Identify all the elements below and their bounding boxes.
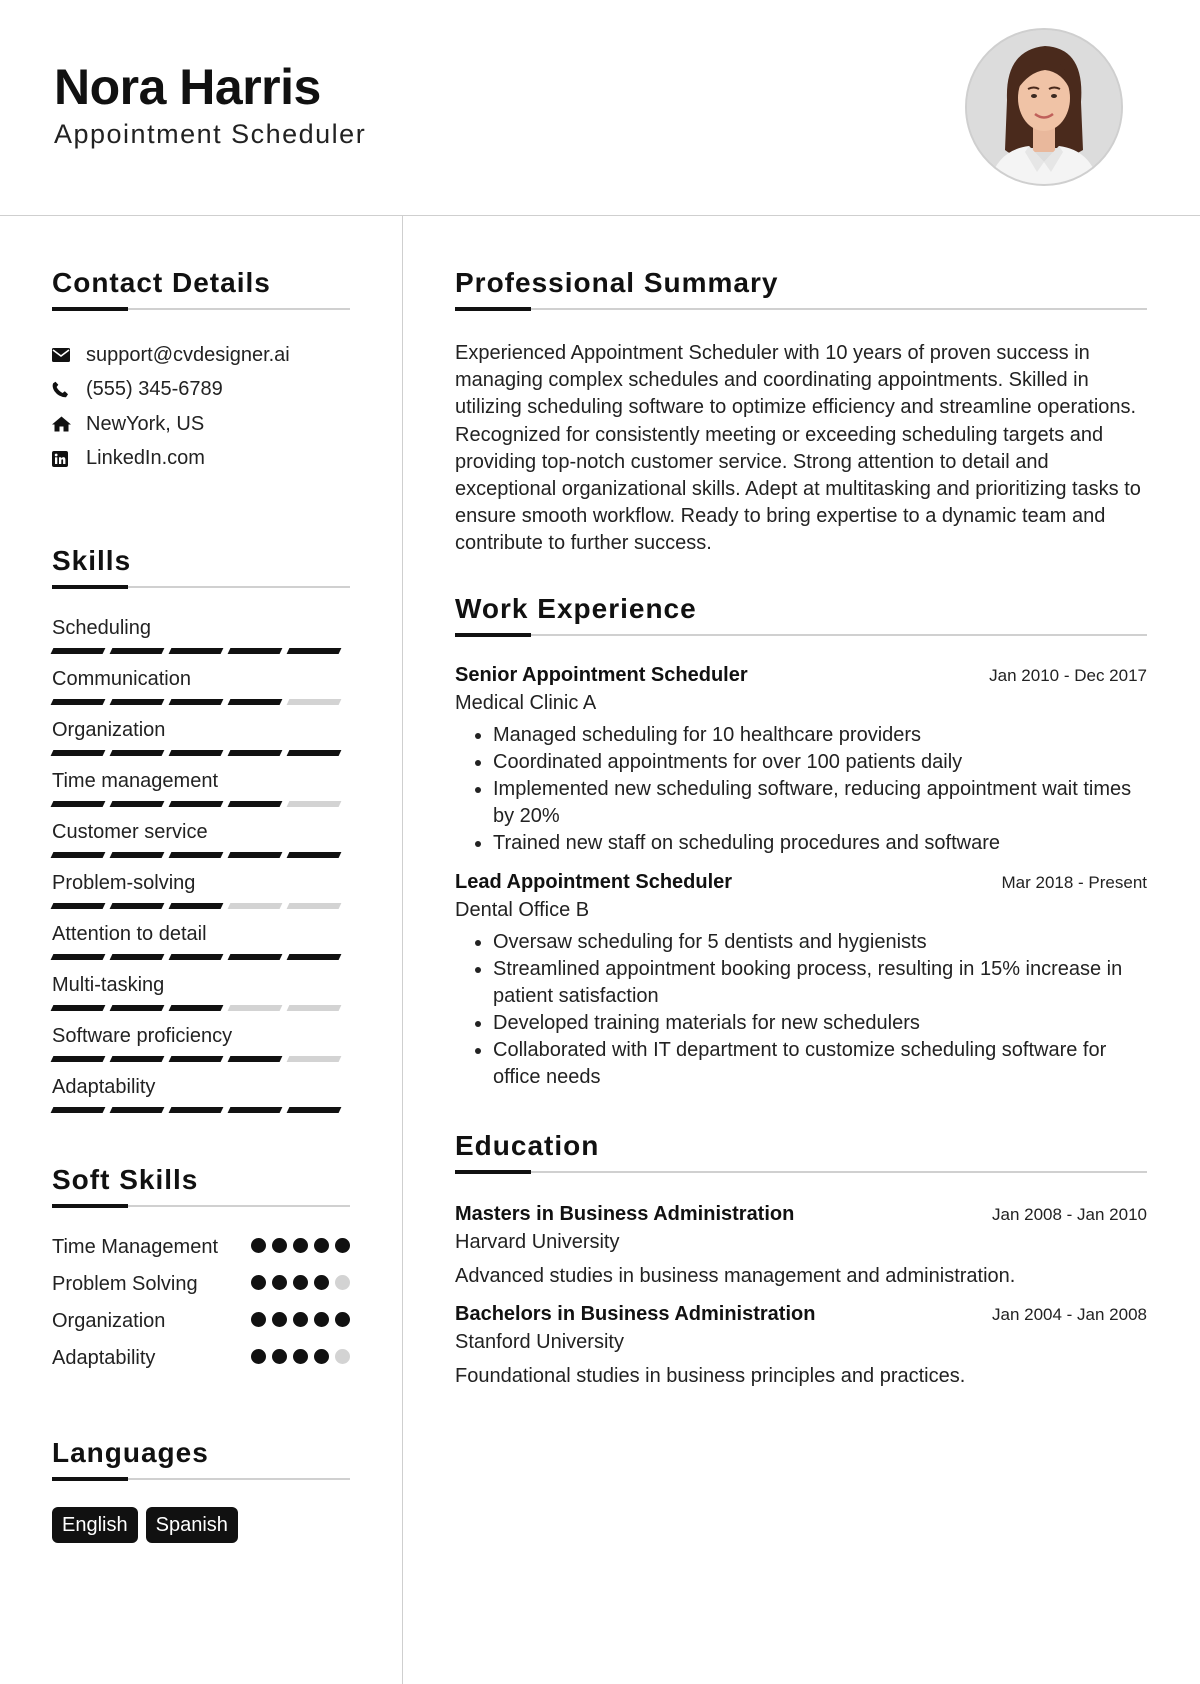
skill-level-segment (228, 1056, 283, 1062)
skill-level-segment (51, 750, 106, 756)
skill-item (52, 1023, 350, 1062)
summary-heading: Professional Summary (455, 267, 779, 298)
skill-level-segment (51, 1005, 106, 1011)
skill-level-bar (52, 954, 350, 960)
skill-level-bar (52, 648, 350, 654)
skill-item (52, 615, 350, 654)
skill-level-segment (110, 801, 165, 807)
rating-dot (293, 1312, 308, 1327)
job-entry (455, 664, 1147, 857)
rating-dot (293, 1238, 308, 1253)
soft-skill-label: Organization (52, 1310, 166, 1332)
section-rule (52, 586, 350, 588)
skill-level-segment (287, 648, 342, 654)
skill-level-segment (110, 1056, 165, 1062)
skill-level-segment (51, 954, 106, 960)
skill-level-segment (228, 1005, 283, 1011)
skill-item (52, 666, 350, 705)
contact-phone (52, 373, 350, 408)
skill-item (52, 819, 350, 858)
languages-section (52, 1436, 350, 1543)
skill-level-bar (52, 699, 350, 705)
rating-dot (314, 1238, 329, 1253)
degree-title: Masters in Business Administration (455, 1202, 795, 1225)
soft-skill-rating (251, 1233, 350, 1253)
summary-text: Experienced Appointment Scheduler with 10 years of proven success in managing complex schedules and coordinating appointments. Skilled in utilizing scheduling software to optimize efficiency and streamline operations. Recognized for consistently meeting or exceeding scheduling targets and providing top-notch customer service. Strong attention to detail and exceptional organizational skills. Adept at multitasking and prioritizing tasks to ensure smooth workflow. Ready to bring expertise to a dynamic team and contribute to further success. (455, 342, 1141, 555)
soft-skills-list (52, 1233, 350, 1372)
skill-level-segment (287, 954, 342, 960)
skill-level-segment (51, 801, 106, 807)
skill-level-bar (52, 801, 350, 807)
skill-item (52, 717, 350, 756)
job-bullet: • Managed scheduling for 10 healthcare providers (493, 722, 1147, 749)
skill-label: Organization (52, 719, 166, 741)
rating-dot (314, 1349, 329, 1364)
education-heading: Education (455, 1129, 600, 1161)
column-divider (402, 216, 403, 1684)
soft-skill-item (52, 1270, 350, 1298)
skill-level-segment (228, 648, 283, 654)
education-dates: Jan 2004 - Jan 2008 (991, 1304, 1147, 1324)
skill-level-segment (169, 954, 224, 960)
rating-dot (314, 1312, 329, 1327)
contact-linkedin-text[interactable]: LinkedIn.com (86, 447, 205, 470)
right-column (455, 266, 1147, 1389)
rating-dot (251, 1238, 266, 1253)
skill-level-bar (52, 750, 350, 756)
rating-dot (251, 1275, 266, 1290)
skill-level-bar (52, 903, 350, 909)
skill-level-segment (287, 1005, 342, 1011)
skill-level-segment (228, 954, 283, 960)
candidate-name: Nora Harris (54, 59, 321, 115)
skill-label: Communication (52, 668, 191, 690)
job-title: Senior Appointment Scheduler (455, 663, 748, 686)
skill-level-segment (169, 1056, 224, 1062)
soft-skill-item (52, 1344, 350, 1372)
skill-level-segment (169, 1005, 224, 1011)
languages-heading: Languages (52, 1437, 209, 1468)
education-header (455, 1203, 1147, 1226)
skill-level-segment (110, 750, 165, 756)
section-rule (52, 1478, 350, 1480)
job-dates: Jan 2010 - Dec 2017 (989, 665, 1147, 685)
skills-list (52, 615, 350, 1113)
section-rule (455, 1171, 1147, 1173)
skill-level-segment (228, 750, 283, 756)
skill-label: Scheduling (52, 617, 151, 639)
skill-level-segment (169, 1107, 224, 1113)
rating-dot (272, 1238, 287, 1253)
section-rule (52, 308, 350, 310)
experience-section (455, 592, 1147, 1091)
skill-level-segment (110, 903, 165, 909)
skill-level-segment (169, 852, 224, 858)
summary-section (455, 266, 1147, 558)
contact-heading: Contact Details (52, 267, 271, 298)
skill-level-segment (110, 699, 165, 705)
candidate-title: Appointment Scheduler (54, 119, 367, 149)
job-entry (455, 871, 1147, 1091)
skill-level-bar (52, 1056, 350, 1062)
skill-level-segment (228, 801, 283, 807)
skill-level-segment (287, 750, 342, 756)
skill-item (52, 972, 350, 1011)
job-bullet: • Implemented new scheduling software, reducing appointment wait times by 20% (493, 776, 1147, 830)
soft-skill-rating (251, 1270, 350, 1290)
rating-dot (251, 1349, 266, 1364)
skill-level-segment (110, 648, 165, 654)
language-tag: Spanish (146, 1507, 238, 1543)
skill-level-bar (52, 1107, 350, 1113)
contact-section (52, 266, 350, 476)
skill-level-segment (169, 699, 224, 705)
skill-level-segment (110, 954, 165, 960)
rating-dot (272, 1312, 287, 1327)
skill-level-segment (51, 699, 106, 705)
education-section (455, 1129, 1147, 1389)
education-entry (455, 1203, 1147, 1289)
skill-label: Problem-solving (52, 872, 196, 894)
rating-dot (272, 1275, 287, 1290)
soft-skills-heading: Soft Skills (52, 1164, 199, 1195)
section-rule (52, 1205, 350, 1207)
skill-item (52, 768, 350, 807)
education-dates: Jan 2008 - Jan 2010 (991, 1204, 1147, 1224)
skill-level-segment (287, 1107, 342, 1113)
degree-title: Bachelors in Business Administration (455, 1302, 816, 1325)
school-name: Harvard University (455, 1230, 620, 1253)
skill-label: Attention to detail (52, 923, 207, 945)
skills-section (52, 544, 350, 1113)
profile-photo (965, 28, 1123, 186)
soft-skill-item (52, 1307, 350, 1335)
skill-item (52, 921, 350, 960)
soft-skill-rating (251, 1344, 350, 1364)
skill-level-segment (51, 903, 106, 909)
skill-level-segment (287, 1056, 342, 1062)
home-icon (52, 416, 86, 432)
rating-dot (335, 1349, 350, 1364)
skill-level-bar (52, 1005, 350, 1011)
phone-icon (52, 381, 86, 398)
skill-level-segment (228, 1107, 283, 1113)
skill-level-segment (287, 903, 342, 909)
envelope-icon (52, 348, 86, 362)
contact-email (52, 338, 350, 373)
skill-level-segment (51, 1056, 106, 1062)
soft-skill-item (52, 1233, 350, 1261)
contact-list (52, 338, 350, 476)
skill-label: Multi-tasking (52, 974, 165, 996)
contact-location (52, 407, 350, 442)
job-bullet: • Coordinated appointments for over 100 patients daily (493, 749, 1147, 776)
skill-label: Software proficiency (52, 1025, 233, 1047)
skill-level-segment (51, 648, 106, 654)
skill-level-segment (110, 1005, 165, 1011)
job-employer: Dental Office B (455, 898, 590, 921)
rating-dot (293, 1349, 308, 1364)
left-column (52, 266, 350, 1543)
skills-heading: Skills (52, 545, 132, 576)
job-employer: Medical Clinic A (455, 691, 597, 714)
portrait-illustration (967, 30, 1121, 184)
job-bullet: • Developed training materials for new schedulers (493, 1010, 1147, 1037)
skill-level-segment (287, 801, 342, 807)
education-header (455, 1303, 1147, 1326)
soft-skill-label: Time Management (52, 1236, 218, 1258)
skill-item (52, 1074, 350, 1113)
rating-dot (314, 1275, 329, 1290)
skill-level-segment (287, 852, 342, 858)
soft-skills-section (52, 1163, 350, 1372)
job-header (455, 664, 1147, 687)
job-bullets (455, 722, 1147, 857)
job-bullet: • Collaborated with IT department to customize scheduling software for office needs (493, 1037, 1147, 1091)
skill-label: Customer service (52, 821, 208, 843)
job-title: Lead Appointment Scheduler (455, 870, 733, 893)
contact-linkedin (52, 442, 350, 477)
skill-level-segment (228, 852, 283, 858)
skill-level-segment (169, 750, 224, 756)
contact-email-text[interactable]: support@cvdesigner.ai (86, 343, 290, 366)
skill-level-segment (110, 852, 165, 858)
skill-level-segment (228, 903, 283, 909)
rating-dot (251, 1312, 266, 1327)
language-list (52, 1507, 350, 1543)
job-bullets (455, 929, 1147, 1091)
job-bullet: • Oversaw scheduling for 5 dentists and hygienists (493, 929, 1147, 956)
soft-skill-label: Adaptability (52, 1347, 156, 1369)
resume-header (0, 0, 1200, 216)
skill-level-segment (110, 1107, 165, 1113)
language-tag: English (52, 1507, 138, 1543)
skill-item (52, 870, 350, 909)
skill-label: Time management (52, 770, 218, 792)
section-rule (455, 308, 1147, 310)
rating-dot (335, 1275, 350, 1290)
skill-level-segment (51, 1107, 106, 1113)
education-entry (455, 1303, 1147, 1389)
skill-level-segment (169, 903, 224, 909)
job-dates: Mar 2018 - Present (1001, 872, 1147, 892)
soft-skill-label: Problem Solving (52, 1273, 198, 1295)
job-header (455, 871, 1147, 894)
contact-location-text: NewYork, US (86, 412, 205, 435)
job-bullet: • Streamlined appointment booking process, resulting in 15% increase in patient satisfaction (493, 956, 1147, 1010)
linkedin-icon (52, 451, 86, 467)
education-description: Foundational studies in business principles and practices. (455, 1364, 966, 1387)
skill-level-segment (169, 801, 224, 807)
rating-dot (335, 1312, 350, 1327)
rating-dot (272, 1349, 287, 1364)
skill-level-segment (287, 699, 342, 705)
skill-level-segment (228, 699, 283, 705)
skill-level-segment (51, 852, 106, 858)
skill-level-bar (52, 852, 350, 858)
rating-dot (293, 1275, 308, 1290)
soft-skill-rating (251, 1307, 350, 1327)
skill-label: Adaptability (52, 1076, 156, 1098)
experience-heading: Work Experience (455, 592, 697, 624)
skill-level-segment (169, 648, 224, 654)
education-description: Advanced studies in business management and administration. (455, 1264, 1016, 1287)
section-rule (455, 634, 1147, 636)
job-bullet: • Trained new staff on scheduling procedures and software (493, 830, 1147, 857)
school-name: Stanford University (455, 1330, 624, 1353)
contact-phone-text[interactable]: (555) 345-6789 (86, 378, 223, 401)
rating-dot (335, 1238, 350, 1253)
